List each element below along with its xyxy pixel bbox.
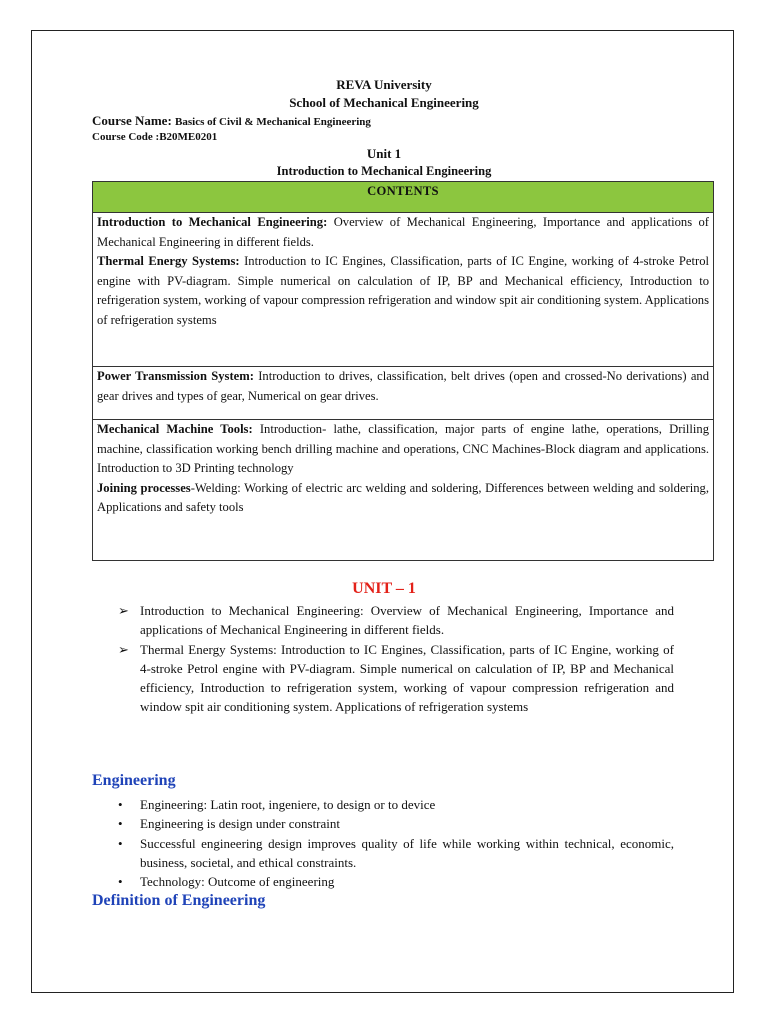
unit-topic-list — [118, 601, 674, 717]
topic-text: Introduction- lathe, classification, major parts of engine lathe, operations, Drilling machine, classification working bench drilling machine and operations, CNC Machines-Block diagram and applications. Introduction to 3D Printing technology — [97, 422, 709, 475]
list-item-text: Thermal Energy Systems: Introduction to IC Engines, Classification, parts of IC Engine, working of 4-stroke Petrol engine with PV-diagram. Simple numerical on calculation of IP, BP and Mechanical efficiency, Introduction to refrigeration system, working of vapour compression refrigeration and window spit air conditioning system. Applications of refrigeration systems — [140, 641, 674, 715]
unit-heading: UNIT – 1 — [352, 580, 416, 597]
unit-label: Unit 1 — [366, 146, 402, 161]
engineering-heading: Engineering — [92, 772, 176, 789]
university-title: REVA University — [336, 77, 432, 92]
contents-table — [92, 181, 714, 561]
arrow-bullet-icon: ➢ — [118, 641, 129, 657]
contents-row-power — [93, 367, 714, 420]
contents-heading: CONTENTS — [93, 182, 714, 213]
list-item-text: Engineering is design under constraint — [140, 816, 341, 832]
topic-label: Mechanical Machine Tools: — [97, 422, 253, 436]
list-item-text: Engineering: Latin root, ingeniere, to design or to device — [140, 797, 436, 812]
list-item-text: Introduction to Mechanical Engineering: Overview of Mechanical Engineering, Importance and applications of Mechanical Engineering in different fields. — [140, 603, 674, 638]
engineering-list — [118, 795, 674, 891]
list-item-text: Successful engineering design improves quality of life while working within technical, economic, business, societal, and ethical constraints. — [140, 835, 674, 870]
list-item — [118, 795, 674, 814]
topic-label: Introduction to Mechanical Engineering: — [97, 215, 328, 229]
contents-para — [97, 213, 709, 252]
contents-row-machine-tools — [93, 420, 714, 561]
course-name-value: Basics of Civil & Mechanical Engineering — [175, 116, 371, 128]
list-item — [118, 872, 674, 891]
list-item — [118, 814, 674, 833]
bullet-icon: • — [118, 797, 123, 812]
topic-text: Overview of Mechanical Engineering, Importance and applications of Mechanical Engineering in different fields. — [97, 215, 710, 249]
topic-label: Joining processes — [97, 480, 191, 495]
course-code: Course Code :B20ME0201 — [92, 131, 218, 143]
bullet-icon: • — [118, 874, 123, 890]
list-item-text: Technology: Outcome of engineering — [140, 874, 335, 890]
contents-para — [97, 420, 709, 479]
topic-text: -Welding: Working of electric arc welding and soldering, Differences between welding and soldering, Applications and safety tools — [97, 480, 709, 514]
school-title: School of Mechanical Engineering — [289, 95, 479, 110]
course-name-label: Course Name: — [92, 113, 176, 128]
arrow-bullet-icon: ➢ — [118, 603, 129, 618]
topic-text: Introduction to drives, classification, belt drives (open and crossed-No derivations) and gear drives and types of gear, Numerical on gear drives. — [97, 369, 710, 403]
contents-para — [97, 252, 709, 330]
bullet-icon: • — [118, 835, 123, 851]
contents-para — [97, 479, 709, 518]
list-item — [118, 640, 674, 717]
list-item — [118, 834, 674, 873]
list-item — [118, 601, 674, 640]
topic-text: Introduction to IC Engines, Classification, parts of IC Engine, working of 4-stroke Petrol engine with PV-diagram. Simple numerical on calculation of IP, BP and Mechanical efficiency, Introduction to refrigeration system, working of vapour compression refrigeration and window spit air conditioning system. Applications of refrigeration systems — [97, 254, 709, 327]
topic-label: Thermal Energy Systems: — [97, 254, 240, 268]
bullet-icon: • — [118, 816, 123, 832]
unit-title: Introduction to Mechanical Engineering — [276, 164, 492, 178]
definition-heading: Definition of Engineering — [92, 892, 266, 909]
course-name — [92, 113, 371, 129]
contents-row-thermal — [93, 213, 714, 367]
topic-label: Power Transmission System: — [97, 369, 254, 383]
